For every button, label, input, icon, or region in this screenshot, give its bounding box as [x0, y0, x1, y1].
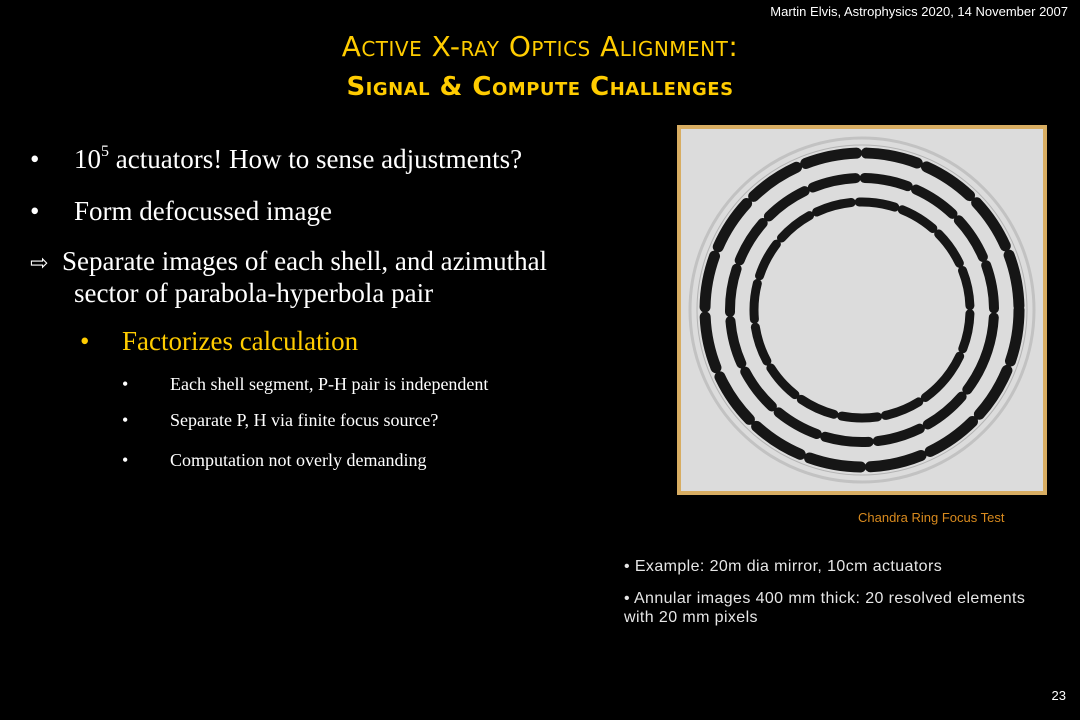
bullet-marker: •: [122, 450, 129, 470]
bullet-marker: •: [122, 374, 129, 394]
bullet-marker: •: [80, 326, 90, 356]
bullet-actuators: [30, 144, 522, 175]
figure-caption: Chandra Ring Focus Test: [858, 510, 1005, 525]
slide-title: Active X-ray Optics Alignment:: [341, 30, 739, 63]
sub-bullet: [122, 410, 438, 431]
bullet-separate-line1: Separate images of each shell, and azimuthal: [62, 246, 548, 276]
ring-focus-graphic: [681, 129, 1043, 491]
bullet-separate-images: [30, 246, 547, 277]
page-number: 23: [1051, 688, 1066, 703]
bullet-marker: •: [122, 410, 129, 430]
bullet-actuators-text: actuators! How to sense adjustments?: [109, 144, 523, 174]
note-example: • Example: 20m dia mirror, 10cm actuators: [624, 558, 943, 575]
sub-bullet: [122, 374, 488, 395]
bullet-actuators-base: 10: [74, 144, 101, 174]
header-credit: Martin Elvis, Astrophysics 2020, 14 November 2007: [770, 4, 1068, 19]
bullet-defocussed: [30, 196, 332, 227]
slide-subtitle: Signal & Compute Challenges: [346, 72, 734, 102]
bullet-actuators-exponent: 5: [101, 143, 109, 160]
bullet-marker: •: [30, 196, 40, 226]
bullet-defocussed-text: Form defocussed image: [74, 196, 332, 226]
bullet-factorizes: [80, 326, 358, 357]
ring-focus-image: [677, 125, 1047, 495]
bullet-factorizes-text: Factorizes calculation: [122, 326, 359, 356]
sub-bullet-text: Separate P, H via finite focus source?: [170, 410, 439, 430]
bullet-marker: •: [30, 144, 40, 174]
note-annular: • Annular images 400 mm thick: 20 resolved elements with 20 mm pixels: [624, 590, 1026, 626]
sub-bullet: [122, 450, 426, 471]
arrow-icon: ⇨: [30, 251, 49, 276]
sub-bullet-text: Computation not overly demanding: [170, 450, 427, 470]
bullet-separate-line2: sector of parabola-hyperbola pair: [74, 278, 434, 308]
sub-bullet-text: Each shell segment, P-H pair is independent: [170, 374, 489, 394]
